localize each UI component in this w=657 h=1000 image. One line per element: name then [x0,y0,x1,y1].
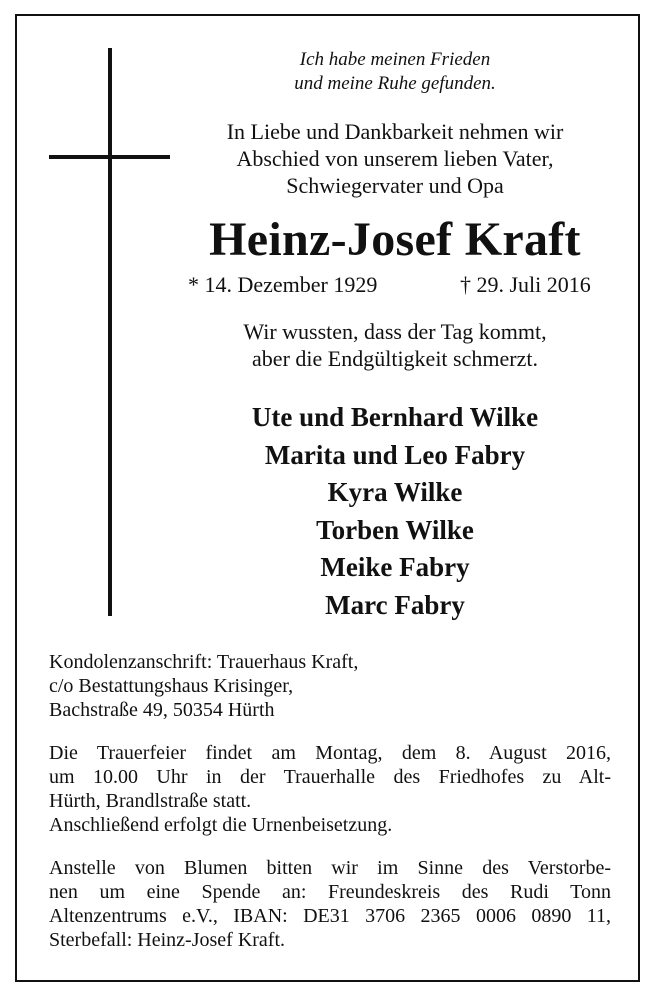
address-line: Kondolenzanschrift: Trauerhaus Kraft, [49,651,359,673]
mourner: Ute und Bernhard Wilke [251,402,539,432]
mourners-list [170,399,620,625]
quote-line: und meine Ruhe gefunden. [294,73,496,94]
donation-info [49,856,611,952]
mourner: Marita und Leo Fabry [264,439,526,470]
service-line: um 10.00 Uhr in der Trauerhalle des Friedhofes zu Alt- [49,766,611,788]
service-line: Anschließend erfolgt die Urnenbeisetzung. [49,814,393,836]
cross-icon-bar [49,155,170,159]
motto-line: Wir wussten, dass der Tag kommt, [243,319,547,344]
intro-line: Schwiegervater und Opa [286,173,504,198]
deceased-name: Heinz-Josef Kraft [209,213,581,266]
motto [170,318,620,372]
death-date: † 29. Juli 2016 [460,272,591,297]
mourner: Marc Fabry [325,589,465,620]
condolence-address [49,650,611,722]
funeral-service-info [49,741,611,837]
donation-line: Altenzentrums e.V., IBAN: DE31 3706 2365 0006 0890 11, [49,905,611,927]
quote-line: Ich habe meinen Frieden [299,49,491,70]
mourner: Kyra Wilke [327,477,463,508]
birth-date: * 14. Dezember 1929 [188,272,378,297]
service-line: Die Trauerfeier findet am Montag, dem 8. August 2016, [49,742,611,764]
intro-line: In Liebe und Dankbarkeit nehmen wir [226,119,564,144]
intro-text [170,118,620,199]
address-line: Bachstraße 49, 50354 Hürth [49,699,275,721]
service-line: Hürth, Brandlstraße statt. [49,790,252,812]
mourner: Torben Wilke [316,514,474,545]
mourner: Meike Fabry [320,552,470,583]
donation-line: Anstelle von Blumen bitten wir im Sinne des Verstorbe- [49,857,611,879]
quote [170,48,620,96]
donation-line: Sterbefall: Heinz-Josef Kraft. [49,929,286,951]
cross-icon [108,48,112,616]
donation-line: nen um eine Spende an: Freundeskreis des Rudi Tonn [49,881,611,903]
motto-line: aber die Endgültigkeit schmerzt. [252,346,538,371]
intro-line: Abschied von unserem lieben Vater, [236,146,554,171]
address-line: c/o Bestattungshaus Krisinger, [49,675,294,697]
